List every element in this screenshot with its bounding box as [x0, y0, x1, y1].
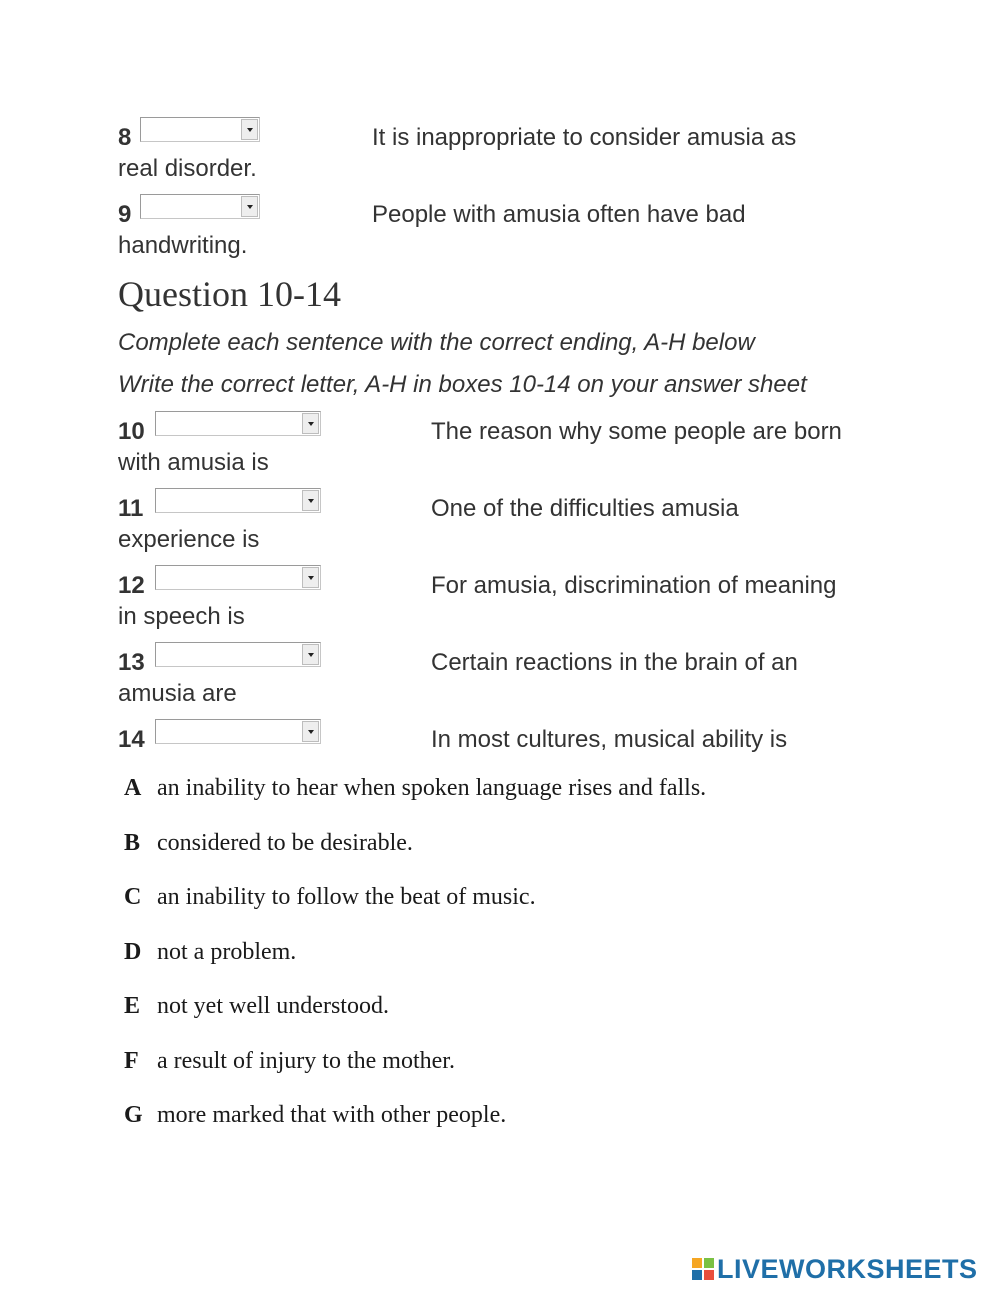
question-number: 9: [118, 201, 132, 228]
question-number: 14: [118, 726, 145, 753]
option-text: considered to be desirable.: [157, 830, 413, 856]
answer-dropdown-13[interactable]: [155, 642, 321, 667]
answer-dropdown-11[interactable]: [155, 488, 321, 513]
option-text: more marked that with other people.: [157, 1102, 507, 1128]
question-text: It is inappropriate to consider amusia as: [372, 124, 797, 151]
option-e: [124, 993, 389, 1020]
question-text: One of the difficulties amusia: [431, 495, 739, 522]
question-text: People with amusia often have bad: [372, 201, 746, 228]
option-letter: F: [124, 1048, 139, 1074]
question-text: For amusia, discrimination of meaning: [431, 572, 837, 599]
question-number: 12: [118, 572, 145, 599]
answer-dropdown-10[interactable]: [155, 411, 321, 436]
question-number: 8: [118, 124, 132, 151]
instruction-1: Complete each sentence with the correct ending, A-H below: [118, 329, 755, 356]
question-number: 11: [118, 495, 144, 522]
answer-dropdown-9[interactable]: [140, 194, 260, 219]
question-number: 13: [118, 649, 145, 676]
question-number: 10: [118, 418, 145, 445]
question-text-continued: with amusia is: [118, 449, 269, 476]
option-a: [124, 775, 706, 802]
option-text: a result of injury to the mother.: [157, 1048, 455, 1074]
question-text-continued: in speech is: [118, 603, 245, 630]
option-c: [124, 884, 536, 911]
option-letter: E: [124, 993, 141, 1019]
chevron-down-icon[interactable]: [241, 196, 258, 217]
option-g: [124, 1102, 506, 1129]
option-letter: C: [124, 884, 142, 910]
option-text: an inability to hear when spoken language rises and falls.: [157, 775, 707, 801]
question-text-continued: amusia are: [118, 680, 237, 707]
chevron-down-icon[interactable]: [241, 119, 258, 140]
logo-text: LIVEWORKSHEETS: [717, 1253, 978, 1284]
option-letter: D: [124, 939, 142, 965]
option-letter: B: [124, 830, 141, 856]
logo-mark-icon: [692, 1258, 714, 1280]
option-b: [124, 830, 413, 857]
option-f: [124, 1048, 455, 1075]
option-letter: A: [124, 775, 142, 801]
question-text-continued: handwriting.: [118, 232, 248, 259]
option-text: not yet well understood.: [157, 993, 389, 1019]
option-text: not a problem.: [157, 939, 297, 965]
chevron-down-icon[interactable]: [302, 721, 319, 742]
answer-dropdown-14[interactable]: [155, 719, 321, 744]
option-text: an inability to follow the beat of music.: [157, 884, 536, 910]
chevron-down-icon[interactable]: [302, 490, 319, 511]
section-heading: Question 10-14: [118, 274, 341, 314]
answer-dropdown-8[interactable]: [140, 117, 260, 142]
option-letter: G: [124, 1102, 143, 1128]
chevron-down-icon[interactable]: [302, 567, 319, 588]
instruction-2: Write the correct letter, A-H in boxes 10-14 on your answer sheet: [118, 371, 807, 398]
liveworksheets-logo: [692, 1254, 978, 1284]
question-text: In most cultures, musical ability is: [431, 726, 788, 753]
question-text-continued: experience is: [118, 526, 260, 553]
option-d: [124, 939, 296, 966]
answer-dropdown-12[interactable]: [155, 565, 321, 590]
chevron-down-icon[interactable]: [302, 413, 319, 434]
question-text: The reason why some people are born: [431, 418, 842, 445]
question-text-continued: real disorder.: [118, 155, 257, 182]
question-text: Certain reactions in the brain of an: [431, 649, 798, 676]
chevron-down-icon[interactable]: [302, 644, 319, 665]
